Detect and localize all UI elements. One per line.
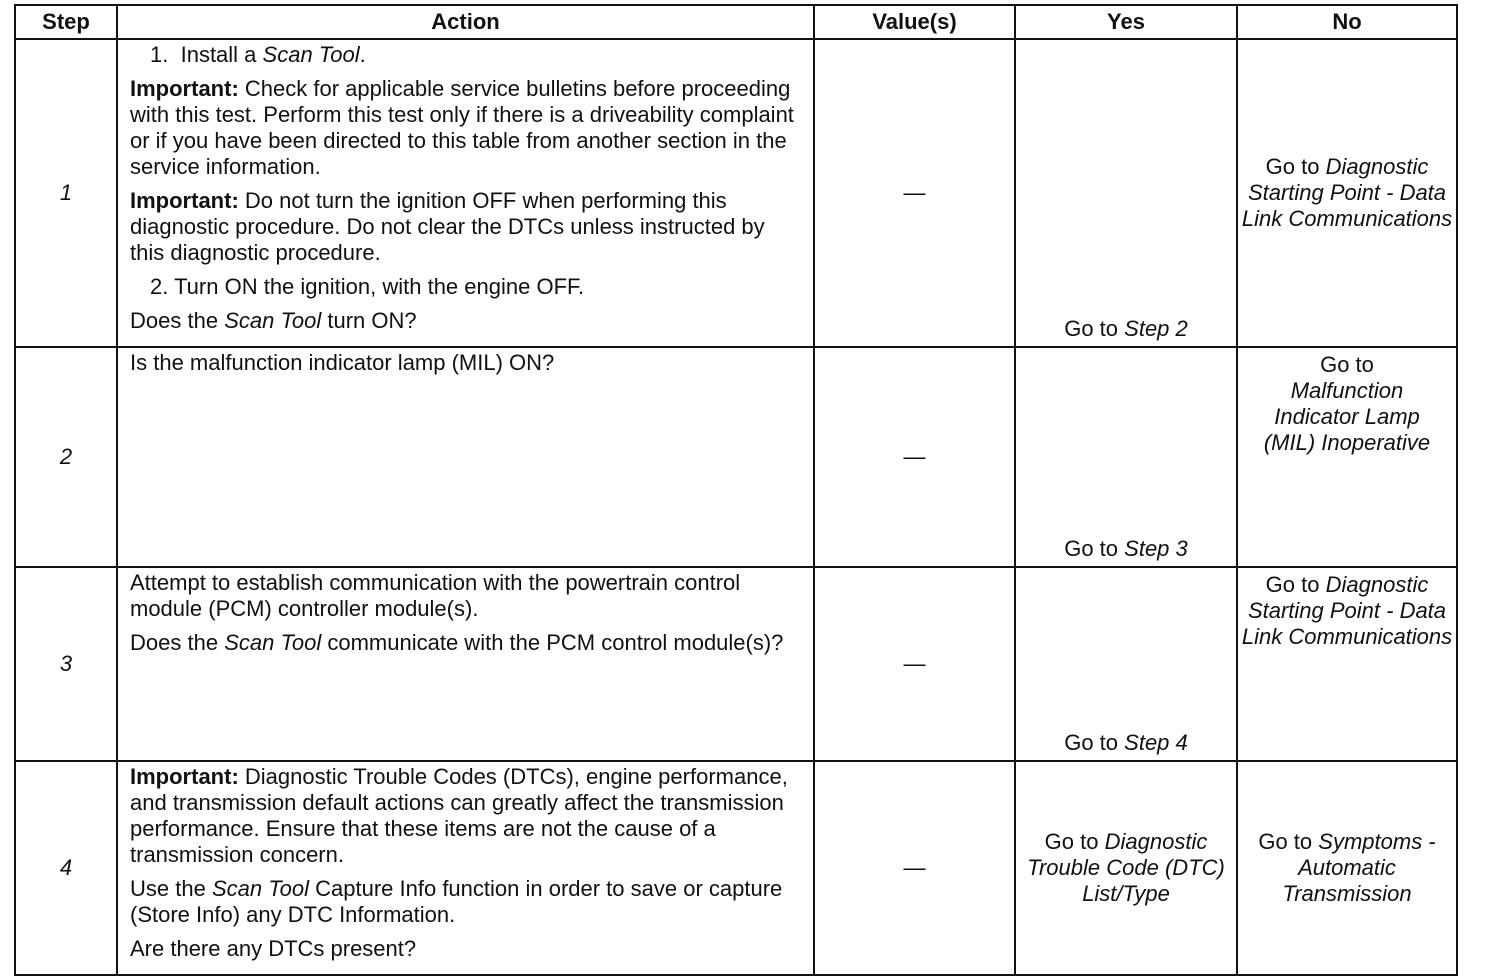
action-question: Are there any DTCs present? — [130, 936, 417, 961]
step-number: 2 — [15, 347, 117, 567]
no-link[interactable]: Go to Malfunction Indicator Lamp (MIL) Inoperative — [1263, 352, 1431, 455]
value-cell: — — [814, 567, 1015, 761]
no-cell — [1237, 761, 1457, 975]
table-row — [15, 567, 1457, 761]
header-no: No — [1237, 5, 1457, 39]
yes-link[interactable]: Go to Diagnostic Trouble Code (DTC) List/Type — [1027, 829, 1225, 906]
action-instruction: Attempt to establish communication with the powertrain control module (PCM) controller module(s). — [130, 570, 741, 621]
action-instruction: Use the Scan Tool Capture Info function in order to save or capture (Store Info) any DTC Information. — [130, 876, 783, 927]
action-step-install: 1. Install a Scan Tool. — [150, 42, 366, 67]
no-link[interactable]: Go to Diagnostic Starting Point - Data Link Communications — [1241, 154, 1453, 231]
yes-cell — [1015, 39, 1237, 347]
action-cell — [117, 347, 814, 567]
table-row — [15, 39, 1457, 347]
important-note: Important: Diagnostic Trouble Codes (DTCs), engine performance, and transmission default actions can greatly affect the transmission performance. Ensure that these items are not the cause of a transmission concern. — [130, 764, 788, 867]
header-values: Value(s) — [814, 5, 1015, 39]
important-note: Important: Check for applicable service bulletins before proceeding with this test. Perform this test only if there is a driveability complaint or if you have been directed to this table from another section in the service information. — [130, 76, 794, 179]
step-number: 3 — [15, 567, 117, 761]
table-row — [15, 761, 1457, 975]
yes-link[interactable]: Go to Step 2 — [1064, 316, 1188, 341]
header-step: Step — [15, 5, 117, 39]
no-link[interactable]: Go to Symptoms - Automatic Transmission — [1258, 829, 1436, 906]
yes-cell — [1015, 567, 1237, 761]
step-number: 4 — [15, 761, 117, 975]
action-question: Does the Scan Tool turn ON? — [130, 308, 417, 333]
action-question: Does the Scan Tool communicate with the PCM control module(s)? — [130, 630, 784, 655]
header-yes: Yes — [1015, 5, 1237, 39]
step-number: 1 — [15, 39, 117, 347]
action-cell — [117, 567, 814, 761]
no-cell — [1237, 567, 1457, 761]
no-cell — [1237, 347, 1457, 567]
action-cell — [117, 761, 814, 975]
no-link[interactable]: Go to Diagnostic Starting Point - Data Link Communications — [1241, 572, 1453, 649]
table-row — [15, 347, 1457, 567]
header-action: Action — [117, 5, 814, 39]
diagnostic-table — [14, 4, 1458, 976]
yes-link[interactable]: Go to Step 4 — [1064, 730, 1188, 755]
important-note: Important: Do not turn the ignition OFF when performing this diagnostic procedure. Do not clear the DTCs unless instructed by this diagnostic procedure. — [130, 188, 765, 265]
yes-cell — [1015, 761, 1237, 975]
yes-link[interactable]: Go to Step 3 — [1064, 536, 1188, 561]
value-cell: — — [814, 761, 1015, 975]
action-cell — [117, 39, 814, 347]
value-cell: — — [814, 39, 1015, 347]
yes-cell — [1015, 347, 1237, 567]
action-step-ignition: 2. Turn ON the ignition, with the engine OFF. — [150, 274, 585, 299]
value-cell: — — [814, 347, 1015, 567]
action-question: Is the malfunction indicator lamp (MIL) ON? — [130, 350, 555, 375]
header-row — [15, 5, 1457, 39]
no-cell — [1237, 39, 1457, 347]
